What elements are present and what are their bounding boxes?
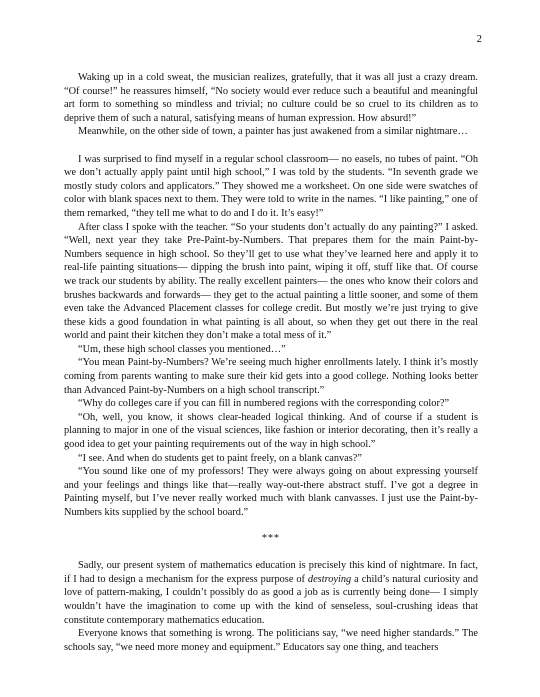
paragraph: “Oh, well, you know, it shows clear-headed logical thinking. And of course if a student is planning to major in one of the visual sciences, like fashion or interior decorating, then it’s really a good idea to get your painting requirements out of the way in high school.” <box>64 411 478 451</box>
paragraph: Waking up in a cold sweat, the musician realizes, gratefully, that it was all just a crazy dream. “Of course!” he reassures himself, “No society would ever reduce such a beautiful and meaningful art form to something so mindless and trivial; no culture could be so cruel to its children as to deprive them of such a natural, satisfying means of human expression. How absurd!” <box>64 72 478 124</box>
page-number: 2 <box>476 33 482 45</box>
paragraph: I was surprised to find myself in a regular school classroom— no easels, no tubes of paint. “Oh we don’t actually apply paint until high school,” I was told by the students. “In seventh grade we mostly study colors and applicators.” They showed me a worksheet. On one side were swatches of color with blank spaces next to them. They were told to write in the names. “I like painting,” one of them remarked, “they tell me what to do and I do it. It’s easy!” <box>64 153 478 219</box>
paragraph-text: a child’s natural curiosity and love of pattern-making, I couldn’t possibly do as good a job as is currently being done— I simply wouldn’t have the imagination to come up with the kind of senseless, soul-crushing ideas that constitute contemporary mathematics education. <box>64 573 478 626</box>
paragraph: Meanwhile, on the other side of town, a painter has just awakened from a similar nightmare… <box>78 126 468 138</box>
section-separator: *** <box>262 532 280 544</box>
paragraph: After class I spoke with the teacher. “So your students don’t actually do any painting?” I asked. “Well, next year they take Pre-Paint-by-Numbers. That prepares them for the main Paint-by-Numbers sequence in high school. So they’ll get to use what they’ve learned here and apply it to real-life painting situations— dipping the brush into paint, wiping it off, stuff like that. Of course we track our students by ability. The really excellent painters— the ones who know their colors and brushes backwards and forwards— they get to the actual painting a little sooner, and some of them even take the Advanced Placement classes for college credit. But mostly we’re just trying to give these kids a good foundation in what painting is all about, so when they get out there in the real world and paint their kitchen they don’t make a total mess of it.” <box>64 221 478 342</box>
emphasized-word: destroying <box>307 573 352 585</box>
paragraph: “You sound like one of my professors! They were always going on about expressing yourself and your feelings and things like that—really way-out-there abstract stuff. I’ve got a degree in Painting myself, but I’ve never really worked much with blank canvasses. I just use the Paint-by-Numbers kits supplied by the school board.” <box>64 466 478 518</box>
paragraph <box>64 559 478 627</box>
paragraph: Everyone knows that something is wrong. The politicians say, “we need higher standards.” The schools say, “we need more money and equipment.” Educators say one thing, and teachers <box>64 628 478 653</box>
paragraph: “I see. And when do students get to paint freely, on a blank canvas?” <box>78 452 362 464</box>
paragraph-text: Sadly, our present system of mathematics education is precisely this kind of nightmare. In fact, if I had to design a mechanism for the express purpose of <box>64 560 478 585</box>
paragraph: “You mean Paint-by-Numbers? We’re seeing much higher enrollments lately. I think it’s mostly coming from parents wanting to make sure their kid gets into a good college. Nothing looks better than Advanced Paint-by-Numbers on a high school transcript.” <box>64 357 478 396</box>
paragraph: “Why do colleges care if you can fill in numbered regions with the corresponding color?” <box>78 398 450 410</box>
paragraph: “Um, these high school classes you mentioned…” <box>78 343 286 355</box>
paragraph-gap <box>64 139 478 153</box>
body-text <box>64 71 478 654</box>
